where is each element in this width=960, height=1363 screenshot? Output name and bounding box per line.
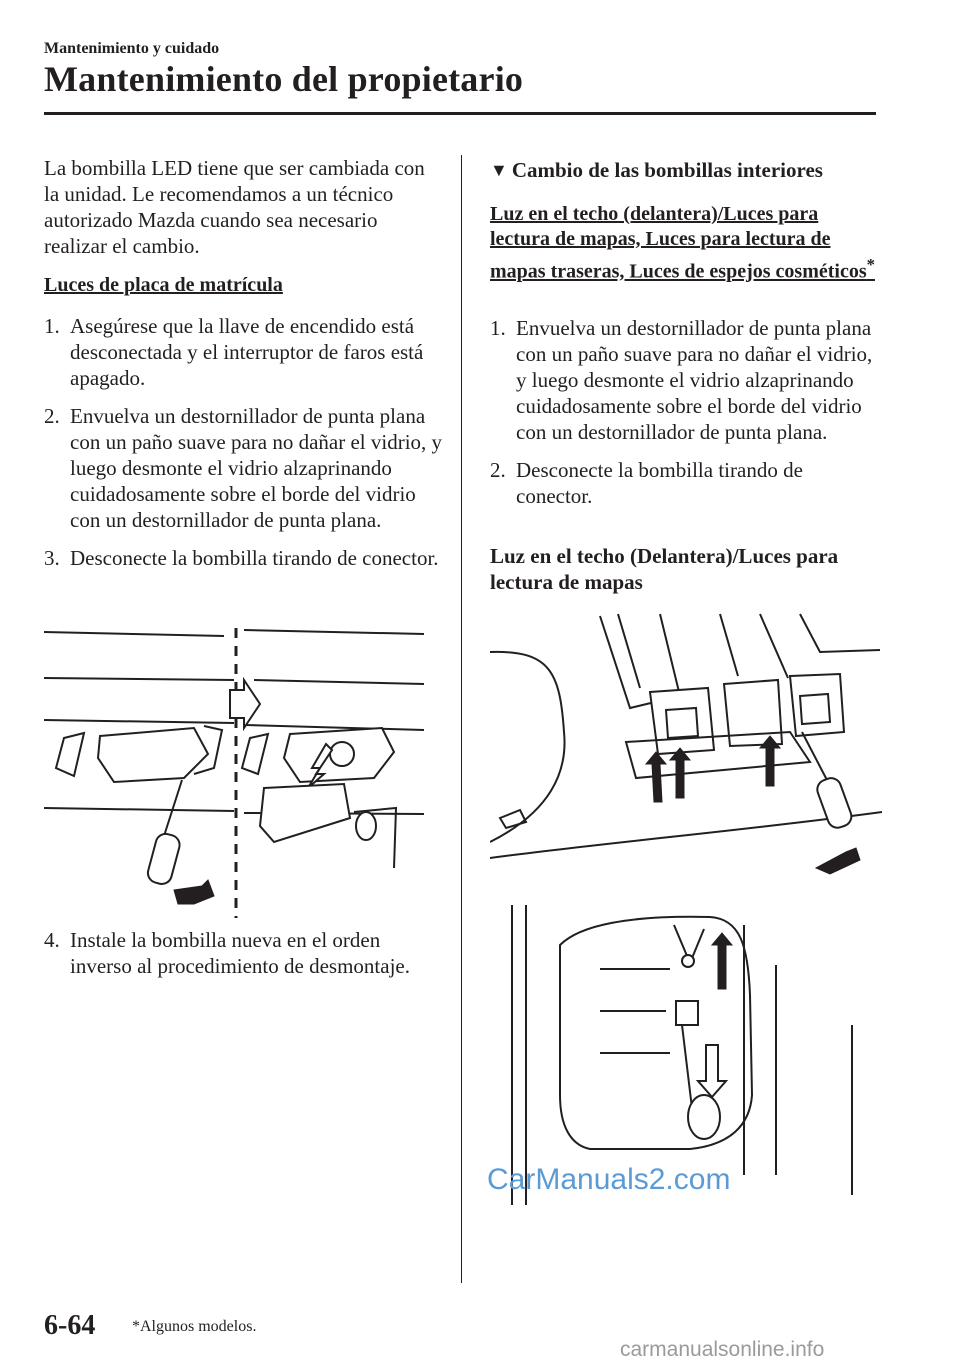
license-plate-heading: Luces de placa de matrícula <box>44 274 283 296</box>
asterisk-icon: * <box>132 1318 140 1335</box>
interior-step-2 <box>490 457 880 509</box>
roof-lights-heading <box>490 202 880 285</box>
step-text: Instale la bombilla nueva en el orden inverso al procedimiento de desmontaje. <box>70 928 410 978</box>
step-number: 4. <box>44 928 60 952</box>
step-number: 2. <box>490 458 506 482</box>
license-plate-lamp-illustration <box>44 628 426 918</box>
step-number: 1. <box>490 316 506 340</box>
column-divider <box>461 155 462 1283</box>
step-text: Asegúrese que la llave de encendido está desconectada y el interruptor de faros está apagado. <box>70 314 424 390</box>
step-text: Envuelva un destornillador de punta plana con un paño suave para no dañar el vidrio, y luego desmonte el vidrio alzaprinando cuidadosamente sobre el borde del vidrio con un destornillador de punta plana. <box>70 404 443 532</box>
interior-bulbs-heading <box>490 158 823 183</box>
interior-step-1 <box>490 315 880 445</box>
roof-light-removal-illustration <box>490 612 882 892</box>
step-1 <box>44 313 444 391</box>
roof-lights-heading-text: Luz en el techo (delantera)/Luces para lectura de mapas, Luces para lectura de mapas traseras, Luces de espejos cosméticos <box>490 203 867 283</box>
site-watermark: carmanualsonline.info <box>620 1338 825 1361</box>
step-3 <box>44 545 444 571</box>
step-text: Desconecte la bombilla tirando de conector. <box>516 458 803 508</box>
step-number: 2. <box>44 404 60 428</box>
intro-paragraph: La bombilla LED tiene que ser cambiada con la unidad. Le recomendamos a un técnico autorizado Mazda cuando sea necesario realizar el cambio. <box>44 156 425 258</box>
watermark-logo: CarManuals2.com <box>487 1163 731 1196</box>
step-text: Envuelva un destornillador de punta plana con un paño suave para no dañar el vidrio, y luego desmonte el vidrio alzaprinando cuidadosamente sobre el borde del vidrio con un destornillador de punta plana. <box>516 316 873 444</box>
page-title: Mantenimiento del propietario <box>44 59 524 99</box>
footnote-text: Algunos modelos. <box>140 1318 257 1335</box>
title-divider <box>44 112 876 115</box>
interior-steps <box>490 315 880 521</box>
step-4 <box>44 927 444 979</box>
front-roof-light-heading: Luz en el techo (Delantera)/Luces para lectura de mapas <box>490 544 839 594</box>
step-number: 1. <box>44 314 60 338</box>
section-label: Mantenimiento y cuidado <box>44 40 220 57</box>
step-number: 3. <box>44 546 60 570</box>
roof-light-bulb-illustration <box>490 905 882 1205</box>
footnote <box>132 1318 256 1336</box>
page-number: 6-64 <box>44 1310 96 1341</box>
step-text: Desconecte la bombilla tirando de conector. <box>70 546 439 570</box>
triangle-icon: ▼ <box>490 160 508 180</box>
asterisk-icon: * <box>866 255 875 274</box>
install-steps <box>44 927 444 991</box>
interior-bulbs-title: Cambio de las bombillas interiores <box>511 158 823 182</box>
step-2 <box>44 403 444 533</box>
license-plate-steps <box>44 313 444 583</box>
